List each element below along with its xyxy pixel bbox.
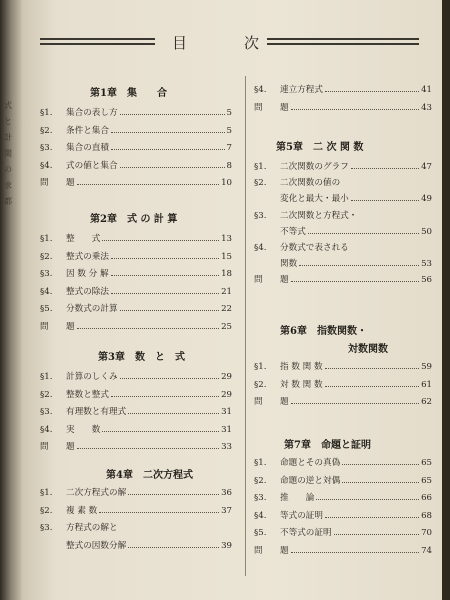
section-title: 実 数 — [66, 424, 101, 435]
page-title-char-2: 次 — [244, 34, 261, 52]
page-number: 5 — [226, 125, 232, 136]
section-title: 対 数 関 数 — [280, 379, 323, 390]
adjacent-page-char: 関 — [4, 149, 12, 158]
section-number: §4. — [40, 424, 53, 435]
section-title: 指 数 関 数 — [280, 362, 323, 372]
toc-entry — [254, 360, 432, 376]
toc-page — [22, 0, 442, 600]
leader-dots — [351, 200, 419, 201]
page-number: 36 — [221, 488, 232, 498]
section-title: 命題の逆と対偶 — [280, 475, 341, 486]
chapter-heading: 第2章 式 の 計 算 — [90, 214, 178, 225]
section-number: §3. — [40, 407, 53, 417]
toc-entry — [40, 440, 232, 456]
adjacent-page-edge — [0, 0, 22, 600]
page-number: 68 — [421, 510, 432, 521]
section-title: 二次関数の値の — [280, 178, 341, 189]
page-number: 49 — [421, 194, 432, 205]
section-title: 連立方程式 — [280, 85, 323, 95]
section-number: §3. — [254, 210, 267, 221]
section-number: §2. — [254, 178, 267, 189]
section-number: 問 — [254, 102, 263, 113]
leader-dots — [120, 378, 219, 379]
page-number: 31 — [221, 407, 232, 417]
toc-entry — [40, 388, 232, 404]
leader-dots — [299, 265, 419, 266]
toc-entry — [254, 474, 432, 490]
section-title: 題 — [280, 275, 289, 286]
section-number: §2. — [40, 125, 53, 136]
page-number: 10 — [221, 178, 232, 188]
toc-entry — [40, 250, 232, 266]
page-number: 37 — [221, 505, 232, 516]
section-number: 問 — [254, 397, 263, 407]
toc-entry — [254, 83, 432, 99]
page-number: 65 — [421, 458, 432, 468]
section-number: §1. — [40, 234, 53, 244]
section-title: 二次関数と方程式・ — [280, 210, 358, 221]
section-title: 関数 — [280, 259, 298, 270]
section-title: 因 数 分 解 — [66, 269, 109, 279]
leader-dots — [77, 184, 219, 185]
toc-entry — [40, 159, 232, 175]
leader-dots — [111, 149, 225, 150]
section-title: 題 — [280, 102, 289, 113]
leader-dots — [111, 396, 219, 397]
section-number: §2. — [40, 251, 53, 262]
leader-dots — [120, 310, 219, 311]
toc-entry — [40, 486, 232, 502]
section-number: §1. — [254, 362, 267, 372]
leader-dots — [111, 293, 219, 294]
chapter-heading: 第3章 数 と 式 — [98, 352, 185, 363]
section-title: 推 論 — [280, 493, 315, 503]
page-number: 15 — [221, 251, 232, 262]
page-number: 8 — [226, 160, 232, 171]
leader-dots — [351, 168, 419, 169]
leader-dots — [128, 413, 219, 414]
section-number: 問 — [254, 545, 263, 556]
section-number: 問 — [40, 178, 49, 188]
section-number: §2. — [254, 379, 267, 390]
section-title: 不等式の証明 — [280, 528, 332, 538]
leader-dots — [111, 258, 219, 259]
page-number: 29 — [221, 372, 232, 382]
adjacent-page-char: 都 — [4, 197, 12, 206]
section-number: §2. — [254, 475, 267, 486]
toc-entry — [254, 257, 432, 273]
section-title: 題 — [280, 397, 289, 407]
page-number: 5 — [226, 108, 232, 118]
section-number: §5. — [40, 304, 53, 314]
chapter-heading: 第5章 二 次 関 数 — [276, 142, 364, 153]
section-title: 題 — [66, 321, 75, 332]
leader-dots — [128, 547, 219, 548]
toc-entry — [40, 405, 232, 421]
page-number: 43 — [421, 102, 432, 113]
section-number: §1. — [40, 488, 53, 498]
book-edge — [442, 0, 450, 600]
chapter-heading: 第6章 指数関数・ — [280, 326, 367, 337]
leader-dots — [325, 386, 419, 387]
page-number: 41 — [421, 85, 432, 95]
section-number: §2. — [40, 389, 53, 400]
section-number: §1. — [40, 108, 53, 118]
adjacent-page-char: 求 — [4, 181, 12, 190]
toc-entry — [40, 285, 232, 301]
page-number: 53 — [421, 259, 432, 270]
page-number: 61 — [421, 379, 432, 390]
toc-entry — [254, 192, 432, 208]
section-title: 題 — [66, 442, 75, 452]
section-number: 問 — [40, 321, 49, 332]
page-number: 47 — [421, 162, 432, 172]
chapter-heading: 第7章 命題と証明 — [284, 440, 371, 451]
page-number: 59 — [421, 362, 432, 372]
section-title: 整 式 — [66, 234, 101, 244]
toc-entry — [254, 395, 432, 411]
section-number: §1. — [254, 162, 267, 172]
page-number: 18 — [221, 269, 232, 279]
toc-entry — [40, 176, 232, 192]
chapter-heading: 対数関数 — [348, 344, 388, 355]
leader-dots — [99, 512, 219, 513]
section-title: 命題とその真偽 — [280, 458, 341, 468]
leader-dots — [111, 275, 219, 276]
page-number: 33 — [221, 442, 232, 452]
section-title: 題 — [66, 178, 75, 188]
adjacent-page-char: 計 — [4, 133, 12, 142]
page-number: 29 — [221, 389, 232, 400]
page-title-char-1: 目 — [172, 34, 189, 52]
toc-entry — [40, 521, 232, 537]
leader-dots — [291, 403, 419, 404]
toc-entry — [254, 544, 432, 560]
leader-dots — [291, 552, 419, 553]
page-number: 66 — [421, 493, 432, 503]
toc-entry — [254, 176, 432, 192]
section-number: §4. — [254, 510, 267, 521]
toc-entry — [40, 141, 232, 157]
leader-dots — [291, 109, 419, 110]
section-number: §3. — [40, 269, 53, 279]
leader-dots — [325, 368, 419, 369]
toc-entry — [254, 273, 432, 289]
leader-dots — [316, 499, 419, 500]
chapter-heading: 第1章 集 合 — [90, 88, 167, 99]
leader-dots — [77, 448, 219, 449]
toc-entry — [254, 526, 432, 542]
leader-dots — [325, 517, 419, 518]
section-title: 題 — [280, 545, 289, 556]
section-number: §3. — [254, 493, 267, 503]
section-title: 分数式で表される — [280, 243, 349, 253]
section-title: 複 素 数 — [66, 505, 98, 516]
section-title: 方程式の解と — [66, 523, 118, 533]
toc-entry — [40, 124, 232, 140]
section-title: 等式の証明 — [280, 510, 323, 521]
section-number: §4. — [40, 286, 53, 297]
section-number: 問 — [40, 442, 49, 452]
page-number: 39 — [221, 540, 232, 551]
section-title: 変化と最大・最小 — [280, 194, 349, 205]
toc-entry — [254, 160, 432, 176]
toc-entry — [40, 423, 232, 439]
toc-entry — [254, 225, 432, 241]
section-number: §4. — [40, 160, 53, 171]
section-title: 有理数と有理式 — [66, 407, 127, 417]
section-number: §3. — [40, 523, 53, 533]
leader-dots — [77, 328, 219, 329]
section-title: 整数と整式 — [66, 389, 109, 400]
page-number: 70 — [421, 528, 432, 538]
section-number: §1. — [254, 458, 267, 468]
toc-entry — [254, 101, 432, 117]
section-number: 問 — [254, 275, 263, 286]
section-title: 分数式の計算 — [66, 304, 118, 314]
section-title: 式の値と集合 — [66, 160, 118, 171]
toc-entry — [254, 241, 432, 257]
page-number: 25 — [221, 321, 232, 332]
section-title: 計算のしくみ — [66, 372, 118, 382]
section-title: 二次方程式の解 — [66, 488, 127, 498]
section-number: §2. — [40, 505, 53, 516]
leader-dots — [308, 233, 419, 234]
section-number: §3. — [40, 143, 53, 153]
toc-entry — [40, 267, 232, 283]
page-number: 56 — [421, 275, 432, 286]
leader-dots — [120, 167, 225, 168]
toc-entry — [40, 370, 232, 386]
page-number: 62 — [421, 397, 432, 407]
section-title: 整式の乗法 — [66, 251, 109, 262]
page-number: 13 — [221, 234, 232, 244]
toc-entry — [40, 539, 232, 555]
toc-entry — [254, 491, 432, 507]
page-number: 7 — [226, 143, 232, 153]
section-title: 二次関数のグラフ — [280, 162, 349, 172]
chapter-heading: 第4章 二次方程式 — [106, 470, 193, 481]
leader-dots — [342, 482, 419, 483]
section-title: 集合の表し方 — [66, 108, 118, 118]
section-title: 集合の直積 — [66, 143, 109, 153]
adjacent-page-char: と — [4, 117, 12, 126]
adjacent-page-char: 式 — [4, 101, 12, 110]
toc-entry — [40, 320, 232, 336]
section-number: §4. — [254, 243, 267, 253]
section-title: 整式の除法 — [66, 286, 109, 297]
toc-entry — [40, 232, 232, 248]
page-number: 21 — [221, 286, 232, 297]
leader-dots — [342, 464, 419, 465]
leader-dots — [111, 132, 225, 133]
toc-left-column — [40, 0, 232, 600]
page-number: 74 — [421, 545, 432, 556]
toc-entry — [40, 302, 232, 318]
toc-entry — [254, 209, 432, 225]
adjacent-page-char: の — [4, 165, 12, 174]
section-title: 整式の因数分解 — [66, 540, 127, 551]
toc-entry — [40, 504, 232, 520]
toc-right-column — [254, 0, 432, 600]
leader-dots — [102, 240, 219, 241]
page-number: 22 — [221, 304, 232, 314]
page-number: 31 — [221, 424, 232, 435]
section-number: §4. — [254, 85, 267, 95]
section-number: §5. — [254, 528, 267, 538]
toc-entry — [40, 106, 232, 122]
leader-dots — [128, 494, 219, 495]
toc-entry — [254, 378, 432, 394]
page-number: 50 — [421, 226, 432, 237]
section-title: 不等式 — [280, 226, 306, 237]
leader-dots — [291, 281, 419, 282]
leader-dots — [334, 534, 419, 535]
page-number: 65 — [421, 475, 432, 486]
section-title: 条件と集合 — [66, 125, 109, 136]
section-number: §1. — [40, 372, 53, 382]
column-divider — [245, 76, 246, 576]
toc-entry — [254, 456, 432, 472]
toc-entry — [254, 509, 432, 525]
leader-dots — [325, 91, 419, 92]
leader-dots — [102, 431, 219, 432]
leader-dots — [120, 114, 225, 115]
